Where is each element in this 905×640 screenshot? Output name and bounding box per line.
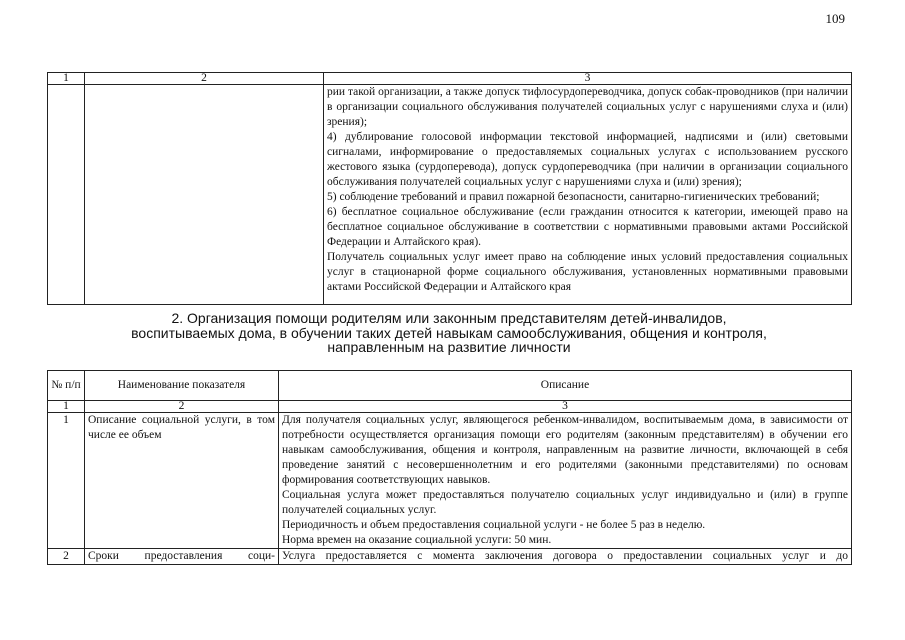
header-name: Наименование показателя — [85, 371, 279, 401]
services-conditions-table — [47, 72, 852, 305]
section-title — [47, 311, 851, 355]
col-number-1: 1 — [48, 73, 85, 85]
col-number-2: 2 — [85, 73, 324, 85]
description-cell — [279, 549, 852, 565]
indicator-name: Сроки предоставления соци- — [85, 549, 279, 565]
table-row — [48, 85, 852, 305]
col-number-3: 3 — [279, 401, 852, 413]
section-title-line: воспитываемых дома, в обучении таких детей навыкам самообслуживания, общения и контроля, — [131, 324, 767, 341]
description-paragraph: Социальная услуга может предоставляться получателю социальных услуг индивидуально и (или) в группе получателей социальных услуг. — [282, 489, 848, 516]
col-number-2: 2 — [85, 401, 279, 413]
conditions-cell — [324, 85, 852, 305]
table-row — [48, 413, 852, 549]
row-number: 2 — [48, 549, 85, 565]
conditions-paragraph: 5) соблюдение требований и правил пожарной безопасности, санитарно-гигиенических требований; — [327, 191, 820, 203]
table-row — [48, 549, 852, 565]
section-title-line: 2. Организация помощи родителям или законным представителям детей-инвалидов, — [171, 310, 727, 326]
description-paragraph: Норма времен на оказание социальной услуги: 50 мин. — [282, 534, 552, 546]
header-row — [48, 371, 852, 401]
conditions-paragraph: 4) дублирование голосовой информации текстовой информацией, надписями и (или) световыми сигналами, информирование о предоставляемых социальных услугах с использованием русского жестового языка (сурдоперевода), допуск сурдопереводчика (при наличии в организации социального обслуживания получателей социальных услуг с нарушениями слуха и (или) зрения); — [327, 131, 848, 188]
service-description-table — [47, 370, 852, 565]
description-paragraph: Услуга предоставляется с момента заключения договора о предоставлении социальных услуг и до — [282, 550, 848, 562]
description-paragraph: Периодичность и объем предоставления социальной услуги - не более 5 раз в неделю. — [282, 519, 706, 531]
column-number-row — [48, 73, 852, 85]
conditions-paragraph: 6) бесплатное социальное обслуживание (если гражданин относится к категории, имеющей право на бесплатное социальное обслуживание в соответствии с нормативными правовыми актами Российской Федерации и Алтайского края). — [327, 206, 848, 248]
col-number-1: 1 — [48, 401, 85, 413]
col-number-3: 3 — [324, 73, 852, 85]
conditions-paragraph: Получатель социальных услуг имеет право на соблюдение иных условий предоставления социальных услуг в стационарной форме социального обслуживания, установленных нормативными правовыми актами Российской Федерации и Алтайского края — [327, 251, 848, 293]
description-cell — [279, 413, 852, 549]
column-number-row — [48, 401, 852, 413]
section-title-line: направленным на развитие личности — [327, 339, 571, 355]
header-num: № п/п — [48, 371, 85, 401]
empty-num-cell — [48, 85, 85, 305]
indicator-name: Описание социальной услуги, в том числе ее объем — [85, 413, 279, 549]
page-number: 109 — [825, 11, 845, 26]
header-description: Описание — [279, 371, 852, 401]
empty-name-cell — [85, 85, 324, 305]
row-number: 1 — [48, 413, 85, 549]
conditions-paragraph: рии такой организации, а также допуск тифлосурдопереводчика, допуск собак-проводников (при наличии в организации социального обслуживания получателей социальных услуг с нарушениями слуха и (или) зрения); — [327, 86, 848, 128]
description-paragraph: Для получателя социальных услуг, являющегося ребенком-инвалидом, воспитываемым дома, в зависимости от потребности осуществляется организация помощи его родителям (законным представителям) в обучении его навыкам самообслуживания, общения и контроля, направленным на развитие личности, включающей в себя проведение занятий с несовершеннолетним и его родителями (законными представителями) по основам формирования соответствующих навыков. — [282, 414, 848, 486]
